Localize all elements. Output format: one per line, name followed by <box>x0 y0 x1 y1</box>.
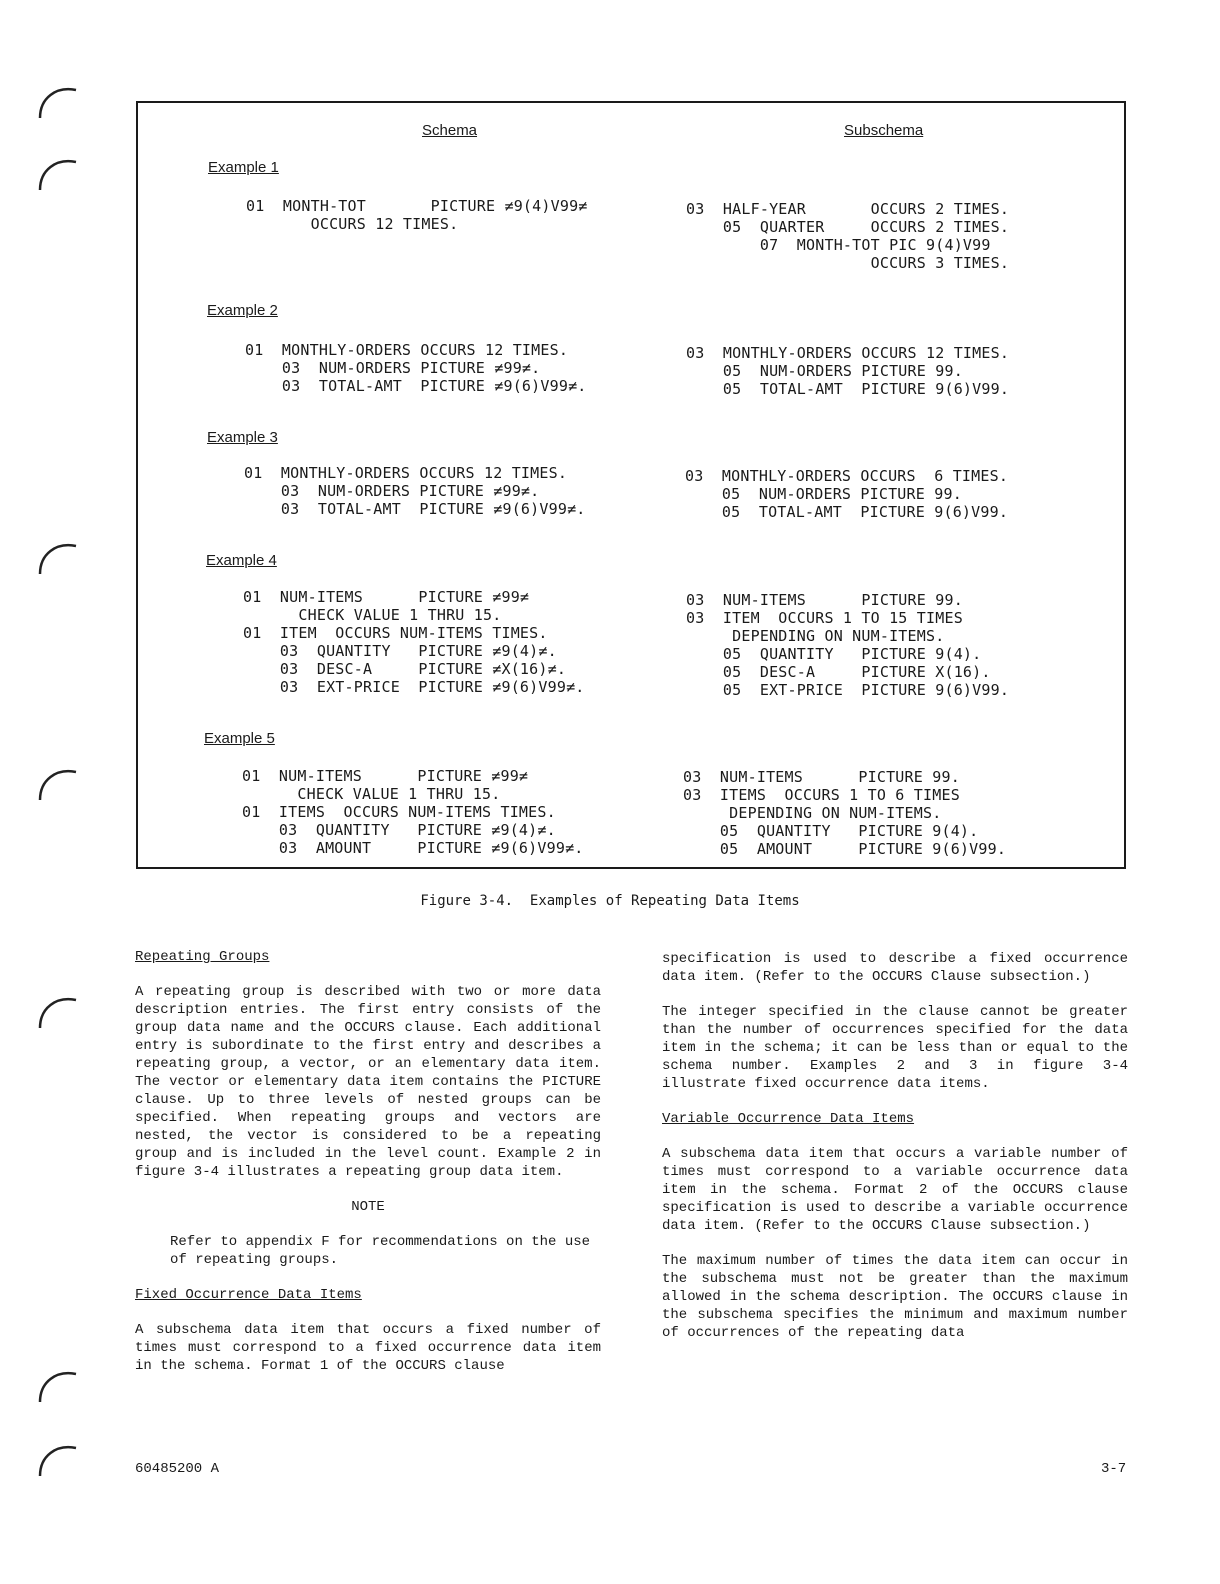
example-2-subschema: 03 MONTHLY-ORDERS OCCURS 12 TIMES. 05 NUM-ORDERS PICTURE 99. 05 TOTAL-AMT PICTURE 9(6)V99. <box>686 344 1010 398</box>
binder-hole-icon <box>34 1362 80 1408</box>
page-number: 3-7 <box>1101 1461 1127 1477</box>
paragraph-maximum-occurrences: The maximum number of times the data item can occur in the subschema must not be greater than the maximum allowed in the schema description. The OCCURS clause in the subschema specifies the minimum and maximum number of occurrences of the repeating data <box>662 1253 1128 1341</box>
example-3-schema: 01 MONTHLY-ORDERS OCCURS 12 TIMES. 03 NUM-ORDERS PICTURE ≠99≠. 03 TOTAL-AMT PICTURE ≠9(6)V99≠. <box>244 464 586 518</box>
binder-hole-icon <box>34 534 80 580</box>
paragraph-fixed-occurrence-continued: specification is used to describe a fixed occurrence data item. (Refer to the OCCURS Clause subsection.) <box>662 951 1128 985</box>
binder-hole-icon <box>34 78 80 124</box>
document-number: 60485200 A <box>135 1461 220 1477</box>
example-5-schema: 01 NUM-ITEMS PICTURE ≠99≠ CHECK VALUE 1 THRU 15. 01 ITEMS OCCURS NUM-ITEMS TIMES. 03 QUANTITY PICTURE ≠9(4)≠. 03 AMOUNT PICTURE ≠9(6)V99≠. <box>242 767 584 857</box>
binder-hole-icon <box>34 988 80 1034</box>
binder-hole-icon <box>34 1436 80 1482</box>
paragraph-repeating-groups: A repeating group is described with two or more data description entries. The first entry consists of the group data name and the OCCURS clause. Each additional entry is subordinate to the first entry and describes a repeating group, a vector, or an elementary data item. The vector or elementary data item contains the PICTURE clause. Up to three levels of nested groups can be specified. When repeating groups and vectors are nested, the vector is considered to be a repeating group and is included in the level count. Example 2 in figure 3-4 illustrates a repeating group data item. <box>135 984 601 1180</box>
example-3-label: Example 3 <box>207 429 278 446</box>
section-heading-repeating-groups: Repeating Groups <box>135 949 270 965</box>
example-5-subschema: 03 NUM-ITEMS PICTURE 99. 03 ITEMS OCCURS 1 TO 6 TIMES DEPENDING ON NUM-ITEMS. 05 QUANTITY PICTURE 9(4). 05 AMOUNT PICTURE 9(6)V99. <box>683 768 1007 858</box>
example-4-subschema: 03 NUM-ITEMS PICTURE 99. 03 ITEM OCCURS 1 TO 15 TIMES DEPENDING ON NUM-ITEMS. 05 QUANTITY PICTURE 9(4). 05 DESC-A PICTURE X(16). 05 EXT-PRICE PICTURE 9(6)V99. <box>686 591 1010 699</box>
section-heading-variable-occurrence: Variable Occurrence Data Items <box>662 1111 915 1127</box>
note-body: Refer to appendix F for recommendations on the use of repeating groups. <box>170 1234 591 1268</box>
figure-box <box>136 101 1126 869</box>
example-2-schema: 01 MONTHLY-ORDERS OCCURS 12 TIMES. 03 NUM-ORDERS PICTURE ≠99≠. 03 TOTAL-AMT PICTURE ≠9(6)V99≠. <box>245 341 587 395</box>
left-column <box>135 948 601 1392</box>
example-1-label: Example 1 <box>208 159 279 176</box>
binder-hole-icon <box>34 760 80 806</box>
example-4-label: Example 4 <box>206 552 277 569</box>
schema-header: Schema <box>422 122 478 139</box>
note-title: NOTE <box>351 1199 385 1215</box>
section-heading-fixed-occurrence: Fixed Occurrence Data Items <box>135 1287 362 1303</box>
example-5-label: Example 5 <box>204 730 275 747</box>
subschema-header: Subschema <box>844 122 924 139</box>
example-4-schema: 01 NUM-ITEMS PICTURE ≠99≠ CHECK VALUE 1 THRU 15. 01 ITEM OCCURS NUM-ITEMS TIMES. 03 QUANTITY PICTURE ≠9(4)≠. 03 DESC-A PICTURE ≠X(16)≠. 03 EXT-PRICE PICTURE ≠9(6)V99≠. <box>243 588 585 696</box>
right-column <box>662 950 1128 1359</box>
paragraph-variable-occurrence: A subschema data item that occurs a variable number of times must correspond to a variable occurrence data item in the schema. Format 2 of the OCCURS clause specification is used to describe a variable occurrence data item. (Refer to the OCCURS Clause subsection.) <box>662 1146 1128 1234</box>
figure-caption: Figure 3-4. Examples of Repeating Data Items <box>420 893 800 909</box>
example-2-label: Example 2 <box>207 302 278 319</box>
paragraph-integer-specified: The integer specified in the clause cannot be greater than the number of occurrences specified for the data item in the schema; it can be less than or equal to the schema number. Examples 2 and 3 in figure 3-4 illustrate fixed occurrence data items. <box>662 1004 1128 1092</box>
example-1-schema: 01 MONTH-TOT PICTURE ≠9(4)V99≠ OCCURS 12 TIMES. <box>246 197 588 233</box>
paragraph-fixed-occurrence: A subschema data item that occurs a fixed number of times must correspond to a fixed occurrence data item in the schema. Format 1 of the OCCURS clause <box>135 1322 601 1374</box>
binder-hole-icon <box>34 150 80 196</box>
example-1-subschema: 03 HALF-YEAR OCCURS 2 TIMES. 05 QUARTER OCCURS 2 TIMES. 07 MONTH-TOT PIC 9(4)V99 OCCURS 3 TIMES. <box>686 200 1010 272</box>
example-3-subschema: 03 MONTHLY-ORDERS OCCURS 6 TIMES. 05 NUM-ORDERS PICTURE 99. 05 TOTAL-AMT PICTURE 9(6)V99. <box>685 467 1009 521</box>
